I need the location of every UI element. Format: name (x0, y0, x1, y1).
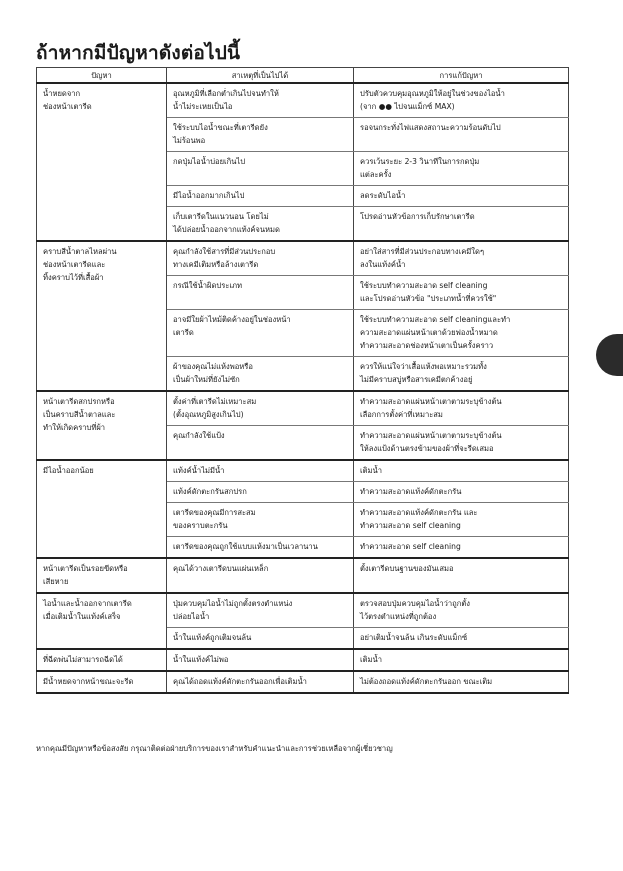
cause-cell: กรณีใช้น้ำผิดประเภท (167, 276, 354, 310)
cause-cell: มีไอน้ำออกมากเกินไป (167, 186, 354, 207)
problem-cell: หน้าเตารีดสกปรกหรือ เป็นคราบสีน้ำตาลและ ทำให้เกิดคราบที่ผ้า (37, 391, 167, 460)
table-header-row (37, 68, 569, 84)
cause-cell: ตั้งค่าที่เตารีดไม่เหมาะสม (ตั้งอุณหภูมิสูงเกินไป) (167, 391, 354, 426)
cause-cell: กดปุ่มไอน้ำบ่อยเกินไป (167, 152, 354, 186)
cause-cell: อาจมีใยผ้าไหม้ติดค้างอยู่ในช่องหน้า เตารีด (167, 310, 354, 357)
cause-cell: เตารีดของคุณถูกใช้แบบแห้งมาเป็นเวลานาน (167, 537, 354, 559)
solution-cell: ทำความสะอาดแผ่นหน้าเตาตามระบุข้างต้น เลือกการตั้งค่าที่เหมาะสม (354, 391, 569, 426)
problem-cell: ที่ฉีดพ่นไม่สามารถฉีดได้ (37, 649, 167, 671)
cause-cell: เตารีดของคุณมีการสะสม ของคราบตะกรัน (167, 503, 354, 537)
cause-cell: น้ำในแท้งค์ไม่พอ (167, 649, 354, 671)
cause-cell: น้ำในแท้งค์ถูกเติมจนล้น (167, 628, 354, 650)
header-solution: การแก้ปัญหา (354, 68, 569, 84)
cause-cell: อุณหภูมิที่เลือกต่ำเกินไปจนทำให้ น้ำไม่ระเหยเป็นไอ (167, 83, 354, 118)
solution-cell: ทำความสะอาดแท้งค์ดักตะกรัน (354, 482, 569, 503)
page-title: ถ้าหากมีปัญหาดังต่อไปนี้ (36, 42, 241, 64)
solution-cell: รอจนกระทั่งไฟแสดงสถานะความร้อนดับไป (354, 118, 569, 152)
cause-cell: คุณกำลังใช้แป้ง (167, 426, 354, 461)
table-row (37, 649, 569, 671)
troubleshooting-table (36, 67, 569, 694)
header-cause: สาเหตุที่เป็นไปได้ (167, 68, 354, 84)
cause-cell: แท้งค์น้ำไม่มีน้ำ (167, 460, 354, 482)
footer-note: หากคุณมีปัญหาหรือข้อสงสัย กรุณาติดต่อฝ่ายบริการของเราสำหรับคำแนะนำและการช่วยเหลือจากผู้เชี่ยวชาญ (36, 744, 393, 753)
cause-cell: ผ้าของคุณไม่แห้งพอหรือ เป็นผ้าใหม่ที่ยังไม่ซัก (167, 357, 354, 392)
cause-cell: คุณได้ถอดแท้งค์ดักตะกรันออกเพื่อเติมน้ำ (167, 671, 354, 693)
table-row (37, 460, 569, 482)
solution-cell: ใช้ระบบทำความสะอาด self cleaning และโปรดอ่านหัวข้อ "ประเภทน้ำที่ควรใช้" (354, 276, 569, 310)
problem-cell: หน้าเตารีดเป็นรอยขีดหรือ เสียหาย (37, 558, 167, 593)
table-row (37, 671, 569, 693)
solution-cell: ทำความสะอาดแท้งค์ดักตะกรัน และ ทำความสะอาด self cleaning (354, 503, 569, 537)
table-row (37, 83, 569, 118)
cause-cell: เก็บเตารีดในแนวนอน โดยไม่ ได้ปล่อยน้ำออกจากแท้งค์จนหมด (167, 207, 354, 242)
problem-cell: มีน้ำหยดจากหน้าขณะจะรีด (37, 671, 167, 693)
problem-cell: คราบสีน้ำตาลไหลผ่าน ช่องหน้าเตารีดและ ทิ้งคราบไว้ที่เสื้อผ้า (37, 241, 167, 391)
solution-cell: เติมน้ำ (354, 460, 569, 482)
solution-cell: อย่าเติมน้ำจนล้น เกินระดับแม็กซ์ (354, 628, 569, 650)
header-problem: ปัญหา (37, 68, 167, 84)
cause-cell: ใช้ระบบไอน้ำขณะที่เตารีดยัง ไม่ร้อนพอ (167, 118, 354, 152)
solution-cell: อย่าใส่สารที่มีส่วนประกอบทางเคมีใดๆ ลงในแท้งค์น้ำ (354, 241, 569, 276)
table-row (37, 241, 569, 276)
cause-cell: คุณได้วางเตารีดบนแผ่นเหล็ก (167, 558, 354, 593)
solution-cell: ทำความสะอาด self cleaning (354, 537, 569, 559)
solution-cell: ไม่ต้องถอดแท้งค์ดักตะกรันออก ขณะเติม (354, 671, 569, 693)
cause-cell: แท้งค์ดักตะกรันสกปรก (167, 482, 354, 503)
solution-cell: ปรับตัวควบคุมอุณหภูมิให้อยู่ในช่วงของไอน้ำ (จาก ●● ไปจนแม็กซ์ MAX) (354, 83, 569, 118)
table-row (37, 593, 569, 628)
table-row (37, 558, 569, 593)
problem-cell: น้ำหยดจาก ช่องหน้าเตารีด (37, 83, 167, 241)
solution-cell: ทำความสะอาดแผ่นหน้าเตาตามระบุข้างต้น ให้ลงแป้งด้านตรงข้ามของผ้าที่จะรีดเสมอ (354, 426, 569, 461)
solution-cell: ลดระดับไอน้ำ (354, 186, 569, 207)
solution-cell: ควรให้แน่ใจว่าเสื้อแห้งพอเหมาะรวมทั้ง ไม่มีคราบสบู่หรือสารเคมีตกค้างอยู่ (354, 357, 569, 392)
solution-cell: ตั้งเตารีดบนฐานของมันเสมอ (354, 558, 569, 593)
solution-cell: ใช้ระบบทำความสะอาด self cleaningและทำ ความสะอาดแผ่นหน้าเตาด้วยฟองน้ำหมาด ทำความสะอาดช่องหน้าเตาเป็นครั้งคราว (354, 310, 569, 357)
problem-cell: ไอน้ำและน้ำออกจากเตารีด เมื่อเติมน้ำในแท้งค์เสร็จ (37, 593, 167, 649)
solution-cell: ตรวจสอบปุ่มควบคุมไอน้ำว่าถูกตั้ง ไว้ตรงตำแหน่งที่ถูกต้อง (354, 593, 569, 628)
solution-cell: ควรเว้นระยะ 2-3 วินาทีในการกดปุ่ม แต่ละครั้ง (354, 152, 569, 186)
cause-cell: ปุ่มควบคุมไอน้ำไม่ถูกตั้งตรงตำแหน่ง ปล่อยไอน้ำ (167, 593, 354, 628)
section-tab-marker (596, 334, 623, 376)
table-row (37, 391, 569, 426)
solution-cell: โปรดอ่านหัวข้อการเก็บรักษาเตารีด (354, 207, 569, 242)
problem-cell: มีไอน้ำออกน้อย (37, 460, 167, 558)
table-body (37, 83, 569, 693)
cause-cell: คุณกำลังใช้สารที่มีส่วนประกอบ ทางเคมีเติมหรือล้างเตารีด (167, 241, 354, 276)
solution-cell: เติมน้ำ (354, 649, 569, 671)
